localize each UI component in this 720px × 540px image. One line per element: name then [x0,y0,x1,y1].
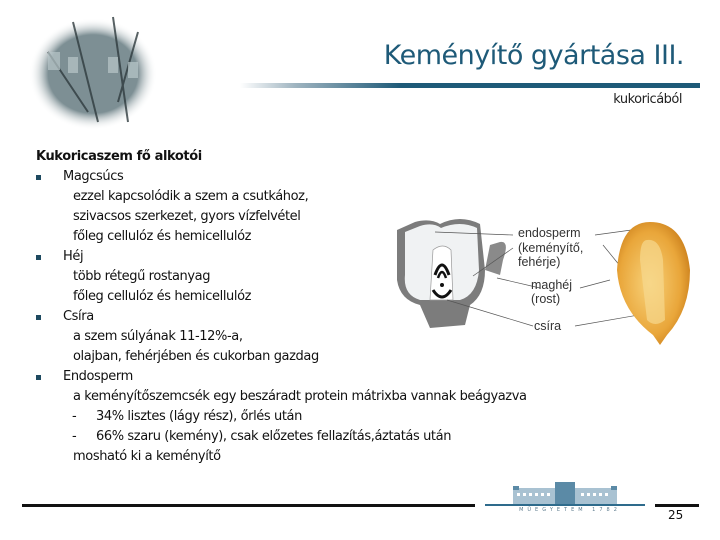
bullet-icon [36,315,41,320]
footer-rule-left [22,504,475,507]
kernel-cross-section [397,219,506,328]
sub-item: - 34% lisztes (lágy rész), őrlés után [72,409,302,424]
item-line: a keményítőszemcsék egy beszáradt protein mátrixba vannak beágyazva [73,389,527,404]
slide-title: Keményítő gyártása III. [383,40,684,71]
bullet-icon [36,375,41,380]
item-line: főleg cellulóz és hemicellulóz [73,229,252,244]
list-item [36,167,527,187]
slide-subtitle: kukoricából [613,92,682,107]
item-label: Magcsúcs [63,169,124,184]
item-label: Héj [63,249,84,264]
item-line: olajban, fehérjében és cukorban gazdag [73,349,319,364]
item-line: mosható ki a keményítő [73,449,221,464]
label-keményítő: (keményítő, [518,241,584,255]
label-fehérje: fehérje) [518,255,561,269]
corn-kernel-diagram [385,200,705,360]
list-item [36,367,527,387]
item-line: ezzel kapcsolódik a szem a csutkához, [73,189,309,204]
label-csíra: csíra [534,319,562,333]
bullet-icon [36,255,41,260]
content-heading: Kukoricaszem fő alkotói [36,149,202,164]
corn-kernel-image [617,222,690,345]
page-number: 25 [668,508,684,522]
item-line: a szem súlyának 11-12%-a, [73,329,243,344]
building-photo [18,12,168,132]
item-label: Endosperm [63,369,133,384]
sub-item: - 66% szaru (kemény), csak előzetes fellazítás,áztatás után [72,429,452,444]
title-divider [240,83,700,88]
label-rost: (rost) [531,292,561,306]
item-line: szivacsos szerkezet, gyors vízfelvétel [73,209,301,224]
item-label: Csíra [63,309,94,324]
label-endosperm: endosperm [518,226,581,240]
item-line: több rétegű rostanyag [73,269,211,284]
logo-caption: MŰEGYETEM 1782 [519,507,621,513]
item-line: főleg cellulóz és hemicellulóz [73,289,252,304]
label-maghéj: maghéj [531,278,572,292]
bullet-icon [36,175,41,180]
footer-rule-right [655,504,699,507]
